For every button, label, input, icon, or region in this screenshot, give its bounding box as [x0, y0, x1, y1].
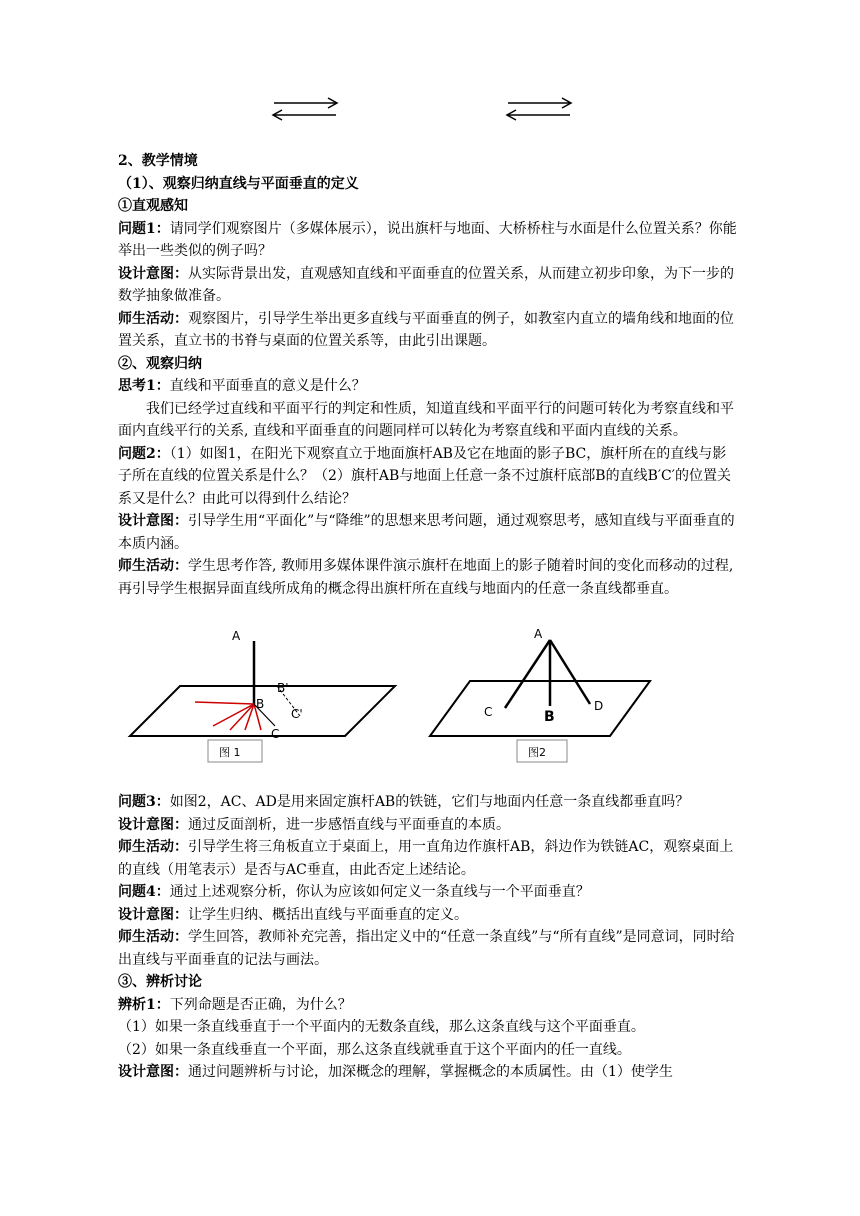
figures	[0, 626, 860, 791]
label: 设计意图：	[118, 906, 188, 923]
document-body	[118, 150, 738, 1084]
label-b: B	[256, 697, 265, 711]
double-arrow-left	[273, 98, 337, 120]
plane	[130, 686, 395, 736]
activity-1	[118, 308, 738, 353]
discuss-1	[118, 994, 738, 1017]
label: 师生活动：	[118, 839, 188, 855]
text: 学生思考作答, 教师用多媒体课件演示旗杆在地面上的影子随着时间的变化而移动的过程,再引导学生根据异面直线所成角的概念得出旗杆所在直线与地面内的任意一条直线都垂直。	[118, 558, 734, 597]
caption: 图2	[528, 746, 546, 759]
shadow-lines	[195, 702, 261, 730]
section-title: 2、教学情境	[118, 153, 198, 169]
step-heading: ③、辨析讨论	[118, 974, 202, 990]
label: 设计意图：	[118, 265, 188, 282]
text: 请同学们观察图片（多媒体展示），说出旗杆与地面、大桥桥柱与水面是什么位置关系？你能举出一些类似的例子吗？	[118, 220, 737, 259]
double-arrows	[0, 96, 860, 126]
text: 如图2，AC、AD是用来固定旗杆AB的铁链，它们与地面内任意一条直线都垂直吗？	[169, 794, 690, 810]
text: 通过上述观察分析，你认为应该如何定义一条直线与一个平面垂直？	[169, 884, 590, 900]
label: 问题2：	[118, 445, 170, 462]
design-intent-3	[118, 814, 738, 837]
activity-4	[118, 926, 738, 971]
text: 从实际背景出发，直观感知直线和平面垂直的位置关系，从而建立初步印象，为下一步的数学抽象做准备。	[118, 265, 734, 304]
text: 引导学生将三角板直立于桌面上，用一直角边作旗杆AB，斜边作为铁链AC，观察桌面上的直线（用笔表示）是否与AC垂直，由此否定上述结论。	[118, 839, 734, 878]
question-4	[118, 881, 738, 904]
figure-2	[410, 626, 670, 791]
plane	[430, 681, 650, 736]
text: （1）如图1，在阳光下观察直立于地面旗杆AB及它在地面的影子BC，旗杆所在的直线与影子所在直线的位置关系是什么？（2）旗杆AB与地面上任意一条不过旗杆底部B的直线B′C′的位置关系又是什么？由此可以得到什么结论？	[118, 445, 731, 507]
label: 师生活动：	[118, 558, 188, 574]
text: 直线和平面垂直的意义是什么？	[169, 378, 366, 394]
chain-ad	[550, 640, 590, 704]
label: 师生活动：	[118, 929, 188, 945]
double-arrow-right	[507, 98, 571, 120]
label-a: A	[232, 629, 241, 643]
label-c: C	[271, 727, 280, 741]
text: 学生回答，教师补充完善，指出定义中的“任意一条直线”与“所有直线”是同意词，同时给出直线与平面垂直的记法与画法。	[118, 929, 735, 968]
label-c-prime: C'	[291, 707, 303, 721]
design-intent-2	[118, 510, 738, 555]
subsection-title: （1）、观察归纳直线与平面垂直的定义	[118, 175, 359, 192]
proposition-1: （1）如果一条直线垂直于一个平面内的无数条直线，那么这条直线与这个平面垂直。	[118, 1019, 645, 1035]
label-d: D	[594, 699, 604, 713]
paragraph: 我们已经学过直线和平面平行的判定和性质，知道直线和平面平行的问题可转化为考察直线和平面内直线平行的关系, 直线和平面垂直的问题同样可以转化为考察直线和平面内直线的关系。	[118, 400, 734, 439]
text: 下列命题是否正确，为什么？	[169, 996, 352, 1013]
label: 思考1：	[118, 378, 170, 394]
design-intent-5	[118, 1061, 738, 1084]
text: 通过问题辨析与讨论，加深概念的理解，掌握概念的本质属性。由（1）使学生	[188, 1064, 673, 1080]
design-intent-1	[118, 263, 738, 308]
text: 让学生归纳、概括出直线与平面垂直的定义。	[188, 906, 468, 923]
text: 观察图片，引导学生举出更多直线与平面垂直的例子，如教室内直立的墙角线和地面的位置关系，直立书的书脊与桌面的位置关系等，由此引出课题。	[118, 310, 734, 349]
step-heading: ②、观察归纳	[118, 355, 202, 372]
label-c: C	[484, 705, 493, 719]
label-b: B	[544, 709, 555, 725]
question-3	[118, 791, 738, 814]
chain-ac	[505, 640, 550, 708]
label: 设计意图：	[118, 816, 188, 833]
label: 辨析1：	[118, 996, 170, 1013]
text: 引导学生用“平面化”与“降维”的思想来思考问题，通过观察思考，感知直线与平面垂直的本质内涵。	[118, 513, 735, 552]
label: 设计意图：	[118, 1064, 188, 1080]
label: 问题1：	[118, 220, 170, 237]
caption: 图 1	[219, 746, 241, 759]
think-1	[118, 375, 738, 398]
proposition-2: （2）如果一条直线垂直一个平面，那么这条直线就垂直于这个平面内的任一直线。	[118, 1041, 631, 1058]
activity-3	[118, 836, 738, 881]
question-2	[118, 443, 738, 511]
label: 问题4：	[118, 884, 170, 900]
label: 设计意图：	[118, 513, 188, 529]
question-1	[118, 218, 738, 263]
label: 师生活动：	[118, 310, 188, 327]
step-heading: ①直观感知	[118, 198, 188, 214]
text: 通过反面剖析，进一步感悟直线与平面垂直的本质。	[188, 816, 510, 833]
label-b-prime: B'	[277, 681, 289, 695]
activity-2	[118, 555, 738, 600]
design-intent-4	[118, 904, 738, 927]
label-a: A	[534, 627, 543, 641]
figure-1	[125, 626, 445, 791]
label: 问题3：	[118, 794, 170, 810]
